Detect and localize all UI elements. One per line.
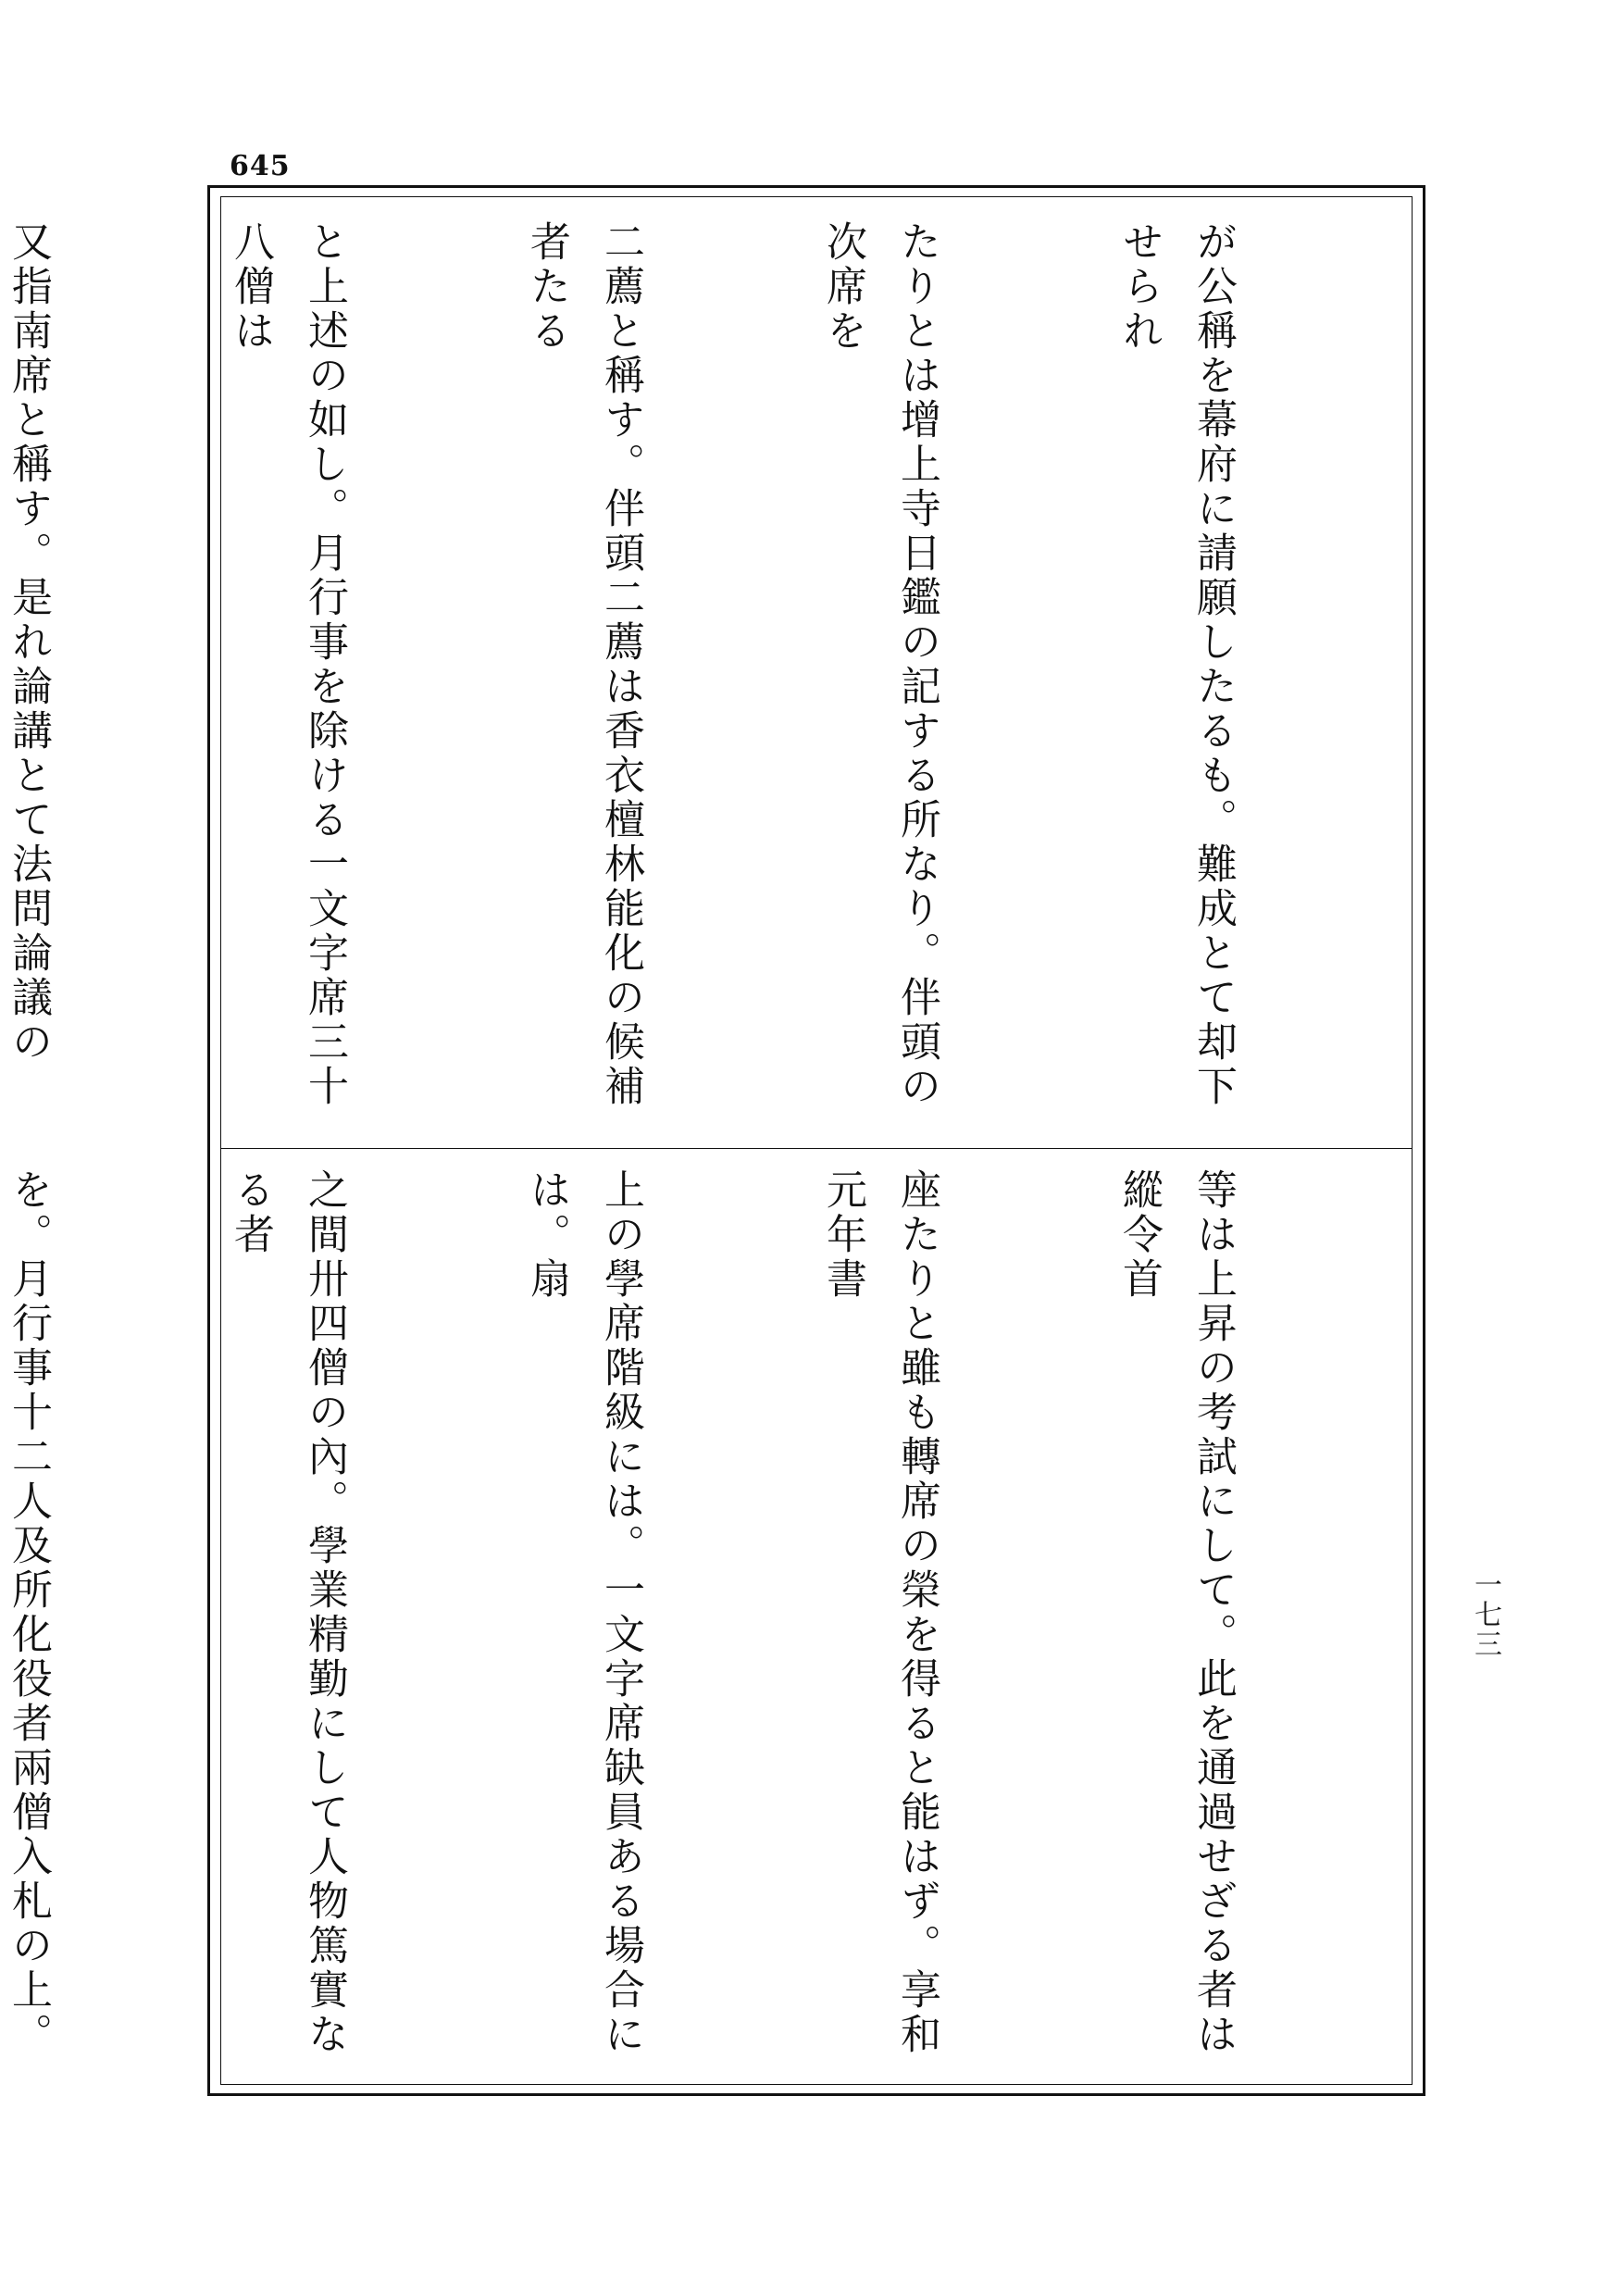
text-column: を。月行事十二人及所化役者兩僧入札の上。 <box>5 1168 52 2057</box>
text-column: と上述の如し。月行事を除ける一文字席三十八僧は <box>227 220 348 1109</box>
lower-text-block <box>5 1168 1398 2068</box>
text-column: 又指南席と稱す。是れ論講とて法問論議の <box>5 220 52 1065</box>
text-column: 二薦と稱す。伴頭二薦は香衣檀林能化の候補者たる <box>523 220 644 1109</box>
text-column: たりとは增上寺日鑑の記する所なり。伴頭の次席を <box>819 220 940 1109</box>
upper-text-block <box>5 220 1398 1137</box>
horizontal-divider <box>220 1148 1413 1149</box>
text-column: が公稱を幕府に請願したるも。難成とて却下せられ <box>1115 220 1237 1109</box>
text-column: 座たりと雖も轉席の榮を得ると能はず。享和元年書 <box>819 1168 940 2057</box>
text-column: 等は上昇の考試にして。此を通過せざる者は縱令首 <box>1115 1168 1237 2057</box>
page-number: 645 <box>230 150 291 182</box>
margin-page-number: 一七三 <box>1469 1570 1501 1659</box>
text-column: 上の學席階級には。一文字席缺員ある場合には。扇 <box>523 1168 644 2057</box>
text-column: 之間卅四僧の內。學業精勤にして人物篤實なる者 <box>227 1168 348 2057</box>
